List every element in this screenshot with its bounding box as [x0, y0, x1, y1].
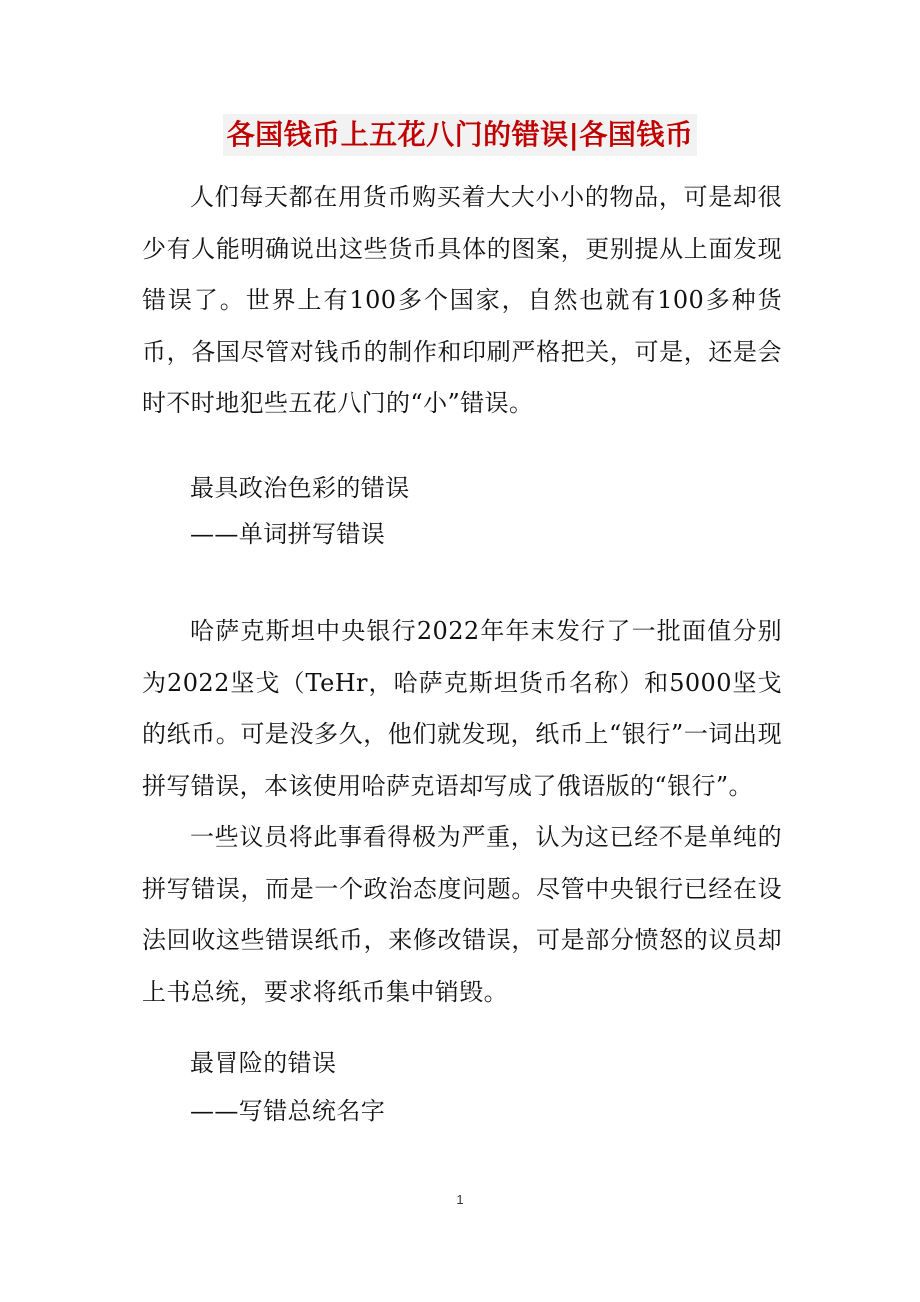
intro-block	[142, 172, 782, 430]
page-number: 1	[456, 1192, 464, 1207]
title-container	[0, 114, 920, 156]
section2-heading: 最冒险的错误	[190, 1049, 337, 1077]
section1-subheading: ——单词拼写错误	[190, 520, 386, 548]
section1-heading: 最具政治色彩的错误	[190, 474, 410, 502]
section2-subheading: ——写错总统名字	[190, 1097, 386, 1125]
document-title: 各国钱币上五花八门的错误|各国钱币	[223, 114, 698, 156]
section1-paragraph-2: 一些议员将此事看得极为严重，认为这已经不是单纯的拼写错误，而是一个政治态度问题。尽管中央银行已经在设法回收这些错误纸币，来修改错误，可是部分愤怒的议员却上书总统，要求将纸币集中销毁。	[142, 823, 782, 1006]
section1-paragraph-1: 哈萨克斯坦中央银行2022年年末发行了一批面值分别为2022坚戈（TeHr，哈萨克斯坦货币名称）和5000坚戈的纸币。可是没多久，他们就发现，纸币上“银行”一词出现拼写错误，本该使用哈萨克语却写成了俄语版的“银行”。	[142, 617, 782, 800]
section1-body	[142, 606, 782, 1018]
intro-paragraph: 人们每天都在用货币购买着大大小小的物品，可是却很少有人能明确说出这些货币具体的图案，更别提从上面发现错误了。世界上有100多个国家，自然也就有100多种货币，各国尽管对钱币的制作和印刷严格把关，可是，还是会时不时地犯些五花八门的“小”错误。	[142, 183, 782, 417]
